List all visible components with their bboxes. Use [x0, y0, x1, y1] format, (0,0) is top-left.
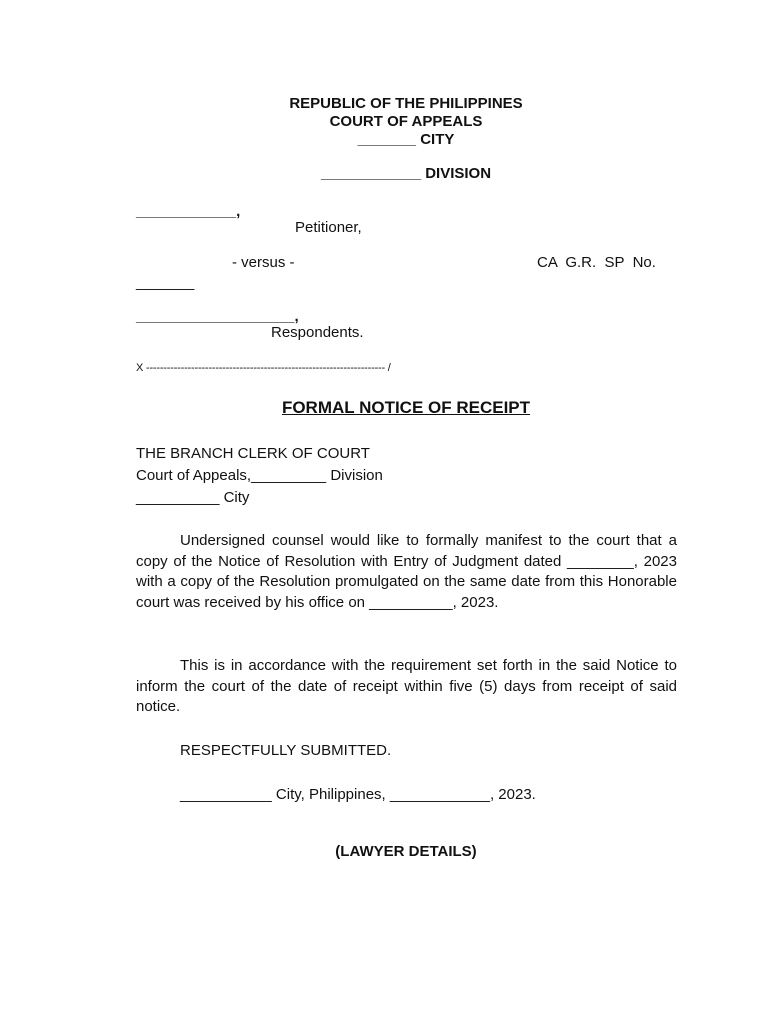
body-paragraph-1: Undersigned counsel would like to formally manifest to the court that a copy of the Notice of Resolution with Entry of Judgment dated ________, 2023 with a copy of the Resolution promulgated on the same date from this Honorable court was received by his office on __________, 2023.: [136, 532, 677, 611]
lawyer-details: (LAWYER DETAILS): [335, 843, 477, 860]
petitioner-blank: ____________,: [136, 203, 241, 220]
caption-separator: X --------------------------------------------------------------------- /: [136, 362, 391, 374]
place-and-date: ___________ City, Philippines, ____________, 2023.: [180, 786, 536, 803]
header-city: _______ CITY: [357, 131, 455, 148]
header-republic: REPUBLIC OF THE PHILIPPINES: [289, 95, 523, 112]
respectfully-submitted: RESPECTFULLY SUBMITTED.: [180, 742, 392, 759]
respondent-blank: ___________________,: [136, 308, 299, 325]
petitioner-label: Petitioner,: [295, 219, 362, 236]
header-court: COURT OF APPEALS: [329, 113, 483, 130]
body-paragraph-2: This is in accordance with the requirement set forth in the said Notice to inform the court of the date of receipt within five (5) days from receipt of said notice.: [136, 657, 677, 716]
addressee-city: __________ City: [136, 489, 250, 506]
addressee-clerk: THE BRANCH CLERK OF COURT: [136, 445, 370, 462]
case-number-blank: _______: [136, 274, 195, 291]
versus-label: - versus -: [232, 254, 295, 271]
respondent-label: Respondents.: [271, 324, 364, 341]
case-number-label: CA G.R. SP No.: [537, 254, 656, 271]
addressee-court: Court of Appeals,_________ Division: [136, 467, 383, 484]
document-title: FORMAL NOTICE OF RECEIPT: [281, 398, 531, 417]
header-division: ____________ DIVISION: [320, 165, 492, 182]
